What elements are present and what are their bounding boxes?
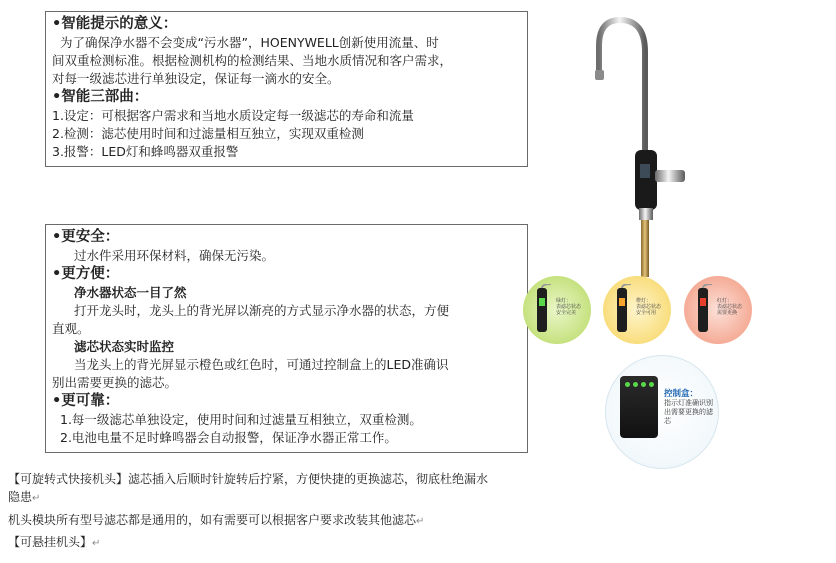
- caption-line-3-text: 机头模块所有型号滤芯都是通用的，如有需要可以根据客户要求改装其他滤芯: [8, 513, 417, 527]
- faucet-image: [585, 12, 700, 277]
- faucet-orange-icon: [609, 284, 635, 336]
- meaning-line-2: 间双重检测标准。根据检测机构的检测结果、当地水质情况和客户需求，: [52, 53, 453, 68]
- reliable-item-2: 2.电池电量不足时蜂鸣器会自动报警，保证净水器正常工作。: [60, 430, 397, 445]
- monitor-line-2: 别出需要更换的滤芯。: [52, 375, 178, 390]
- step-detection: 2.检测：滤芯使用时间和过滤量相互独立，实现双重检测: [52, 126, 364, 141]
- caption-line-2-text: 隐患: [8, 490, 33, 504]
- green-label: 绿灯：: [556, 298, 572, 304]
- step-setting: 1.设定：可根据客户需求和当地水质设定每一级滤芯的寿命和流量: [52, 108, 414, 123]
- control-box-title: 控制盒：: [664, 389, 699, 399]
- safer-text: 过水件采用环保材料，确保无污染。: [74, 248, 275, 263]
- return-mark-icon: ↵: [416, 516, 425, 527]
- faucet-red-icon: [690, 284, 716, 336]
- heading-safer: •更安全：: [52, 229, 120, 245]
- red-label: 红灯：: [717, 298, 733, 304]
- status-title: 净水器状态一目了然: [74, 285, 187, 300]
- orange-status-indicator: [603, 276, 671, 344]
- step-alarm: 3.报警：LED灯和蜂鸣器双重报警: [52, 144, 239, 159]
- faucet-green-icon: [529, 284, 555, 336]
- features-panel: [45, 224, 528, 453]
- heading-trilogy: •智能三部曲：: [52, 89, 149, 105]
- led-icon: [625, 382, 630, 387]
- meaning-line-3: 对每一级滤芯进行单独设定，保证每一滴水的安全。: [52, 71, 340, 86]
- caption-line-4: [8, 534, 100, 552]
- reliable-item-1: 1.每一级滤芯单独设定，使用时间和过滤量互相独立，双重检测。: [60, 412, 422, 427]
- status-line-1: 打开龙头时，龙头上的背光屏以渐亮的方式显示净水器的状态，方便: [74, 303, 450, 318]
- red-desc-1: 表滤芯状态: [717, 304, 743, 310]
- caption-line-1: 【可旋转式快接机头】滤芯插入后顺时针旋转后拧紧，方便快捷的更换滤芯，彻底杜绝漏水: [8, 472, 489, 486]
- red-status-indicator: [684, 276, 752, 344]
- green-desc-2: 安全完美: [556, 310, 577, 316]
- orange-desc-1: 表滤芯状态: [636, 304, 662, 310]
- green-status-indicator: [523, 276, 591, 344]
- control-box-image: [620, 376, 658, 438]
- led-icon: [649, 382, 654, 387]
- led-icon: [641, 382, 646, 387]
- heading-convenient: •更方便：: [52, 266, 120, 282]
- monitor-line-1: 当龙头上的背光屏显示橙色或红色时，可通过控制盒上的LED准确识: [74, 357, 449, 372]
- heading-meaning: •智能提示的意义：: [52, 16, 178, 32]
- orange-label: 橙灯：: [636, 298, 652, 304]
- status-line-2: 直观。: [52, 321, 90, 336]
- caption-line-3: [8, 512, 424, 530]
- intelligent-prompt-panel: [45, 11, 528, 167]
- led-icon: [633, 382, 638, 387]
- caption-line-2: [8, 489, 40, 507]
- caption-line-4-text: 【可悬挂机头】: [8, 535, 93, 549]
- monitor-title: 滤芯状态实时监控: [74, 339, 175, 354]
- control-box-desc: 指示灯准确识别出需要更换的滤芯: [664, 399, 713, 425]
- red-desc-2: 需要更换: [717, 310, 738, 316]
- return-mark-icon: ↵: [92, 538, 101, 549]
- green-desc-1: 表滤芯状态: [556, 304, 582, 310]
- return-mark-icon: ↵: [32, 493, 41, 504]
- meaning-line-1: 为了确保净水器不会变成“污水器”，HOENYWELL创新使用流量、时: [60, 35, 439, 50]
- heading-reliable: •更可靠：: [52, 393, 120, 409]
- orange-desc-2: 安全可用: [636, 310, 657, 316]
